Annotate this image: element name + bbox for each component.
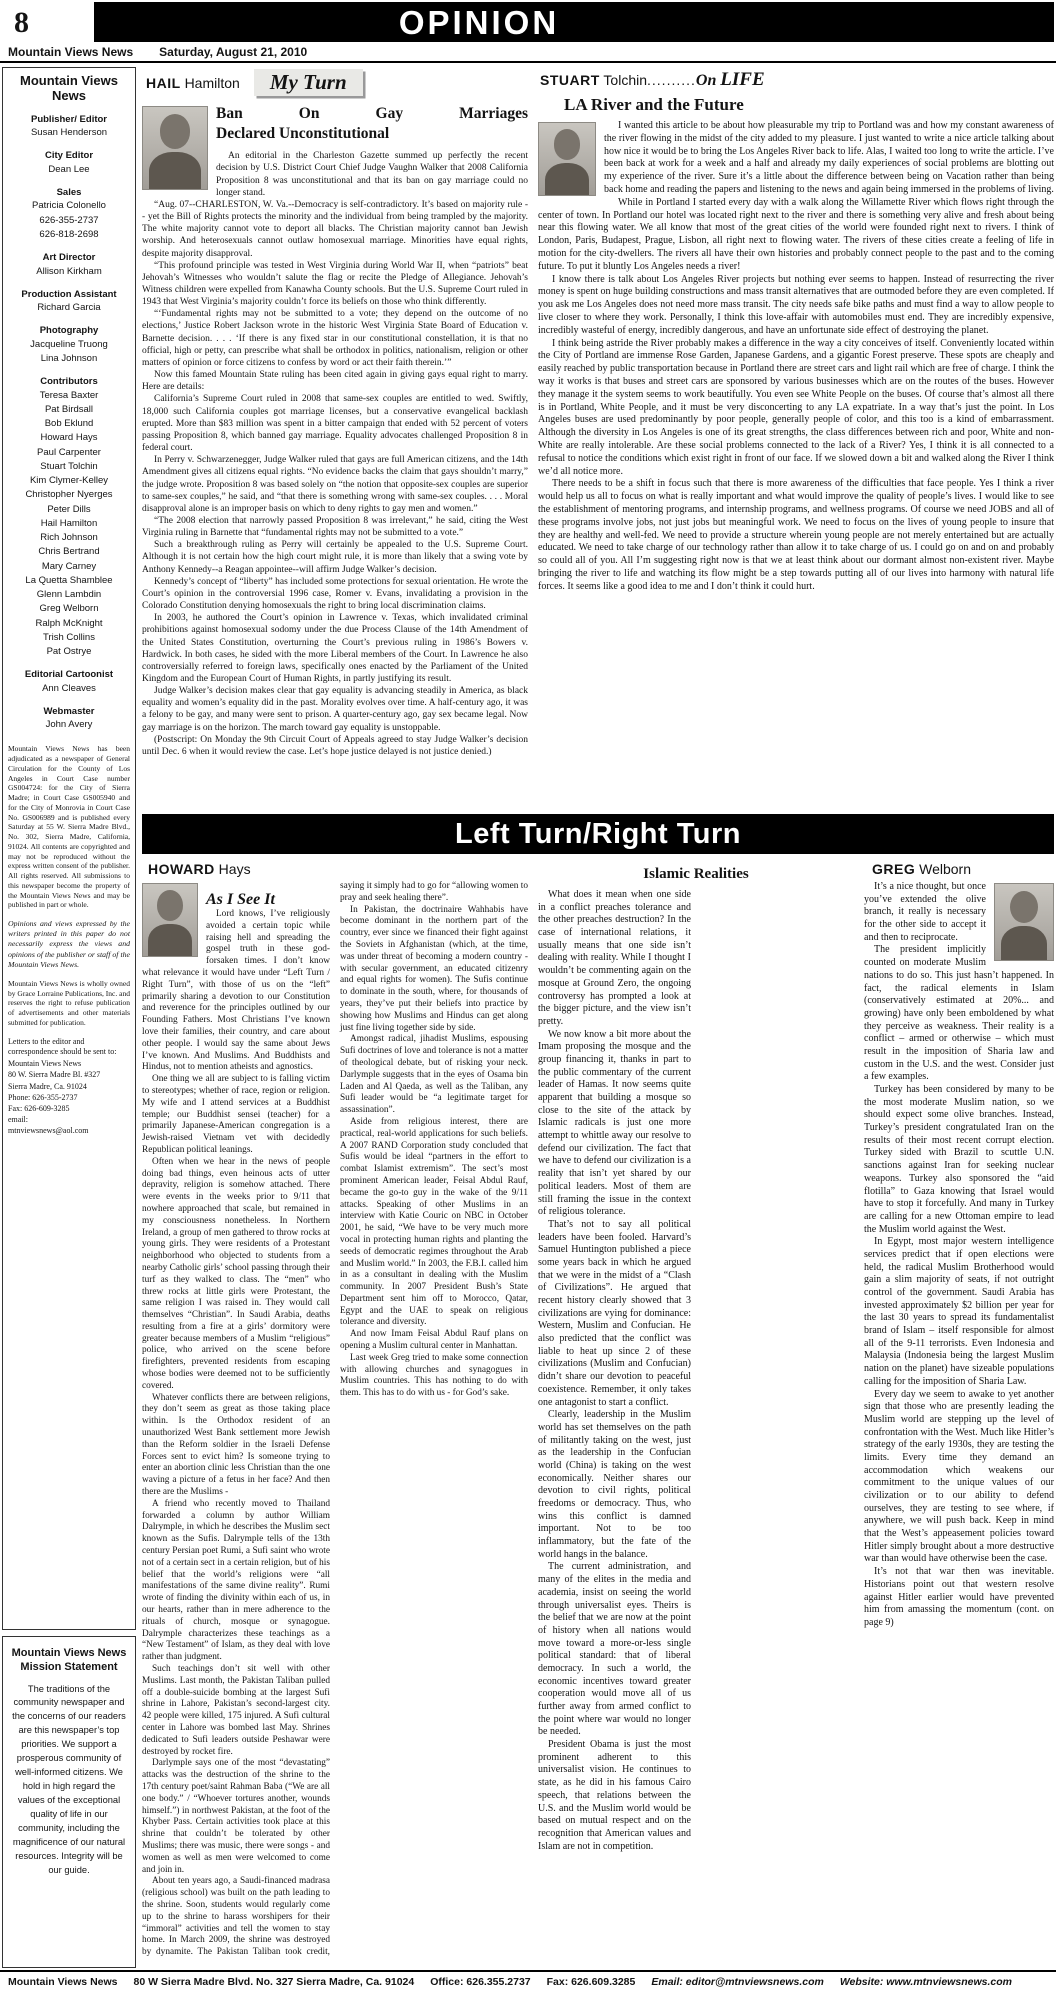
on-life-paragraph: I think being astride the River probably makes a difference in the way a city conceives of itself. Conveniently located within the City of Portland are immense Rose Garden, Japanese Gardens, and a gigantic Forest preserve. These spots are cheaply and easily reached by public transportation because in Portland there are street cars and light rail which are free of charge. I think the way it works is that buses and street cars are sponsored by various businesses which are on the routes of the buses. However they manage it the system seems to work beautifully. You even see White People on the buses. Of course that’s almost all there is in Portland, White People, and it must be very disconcerting to any LA expatriate. In a way that’s just the point. In Los Angeles buses are used predominantly by poor people, generally people of color, and this too is a kind of embarrassment. Although the diversity in Los Angeles is one of its great strengths, the class differences between rich and poor, White and non-White are really intolerable. Are these social problems connected to the lack of a River? Yes, I think it is all connected to a refusal to notice the conditions which exist right in front of our face. If we slowed down a bit and walked along the River I think we’d all notice more. <box>538 337 1054 477</box>
islamic-realities-article <box>538 889 854 1968</box>
byline-first: GREG <box>872 861 916 877</box>
islamic-realities-heading: Islamic Realities <box>643 866 749 882</box>
headline-line-1: Ban On Gay Marriages <box>216 105 528 122</box>
main-columns <box>142 67 1054 1968</box>
letters-intro: Letters to the editor and correspondence should be sent to: <box>8 1036 117 1057</box>
islamic-realities-paragraph: What does it mean when one side in a conflict preaches tolerance and the other preaches destruction? In the case of international relations, it usually means that one side isn’t dealing with reality. While I thought I wouldn’t be commenting again on the mosque at Ground Zero, the ongoing controversy has prompted a look at the bigger picture, and the view isn’t pretty. <box>538 889 691 1027</box>
greg-welborn-paragraph: The president implicitly counted on moderate Muslim nations to do so. This just hasn’t happened. In fact, the radical elements in Islam (conservatively estimated at 20%... and growing) have only been emboldened by what they perceive as weakness. Their reality is a conflict – armed or otherwise – which must result in the imposition of Sharia law and custom in the U.S. and the west. Consider just a few examples. <box>864 944 1054 1083</box>
howard-hays-byline <box>142 858 528 881</box>
masthead-name: Teresa Baxter <box>39 389 99 401</box>
masthead-name: John Avery <box>45 719 93 731</box>
masthead-name: Mary Carney <box>41 560 97 572</box>
column-islamic-realities <box>538 858 854 1968</box>
on-life-headline: LA River and the Future <box>564 95 744 114</box>
masthead-name: Stuart Tolchin <box>40 460 98 472</box>
my-turn-paragraph: In 2003, he authored the Court’s opinion in Lawrence v. Texas, which invalidated criminal prohibitions against homosexual sodomy under the due Process Clause of the 14th Amendment of the United States Constitution, overturning the Court’s previous ruling in 1986’s Bowers v. Hardwick. In both cases, he sided with the more Liberal members of the Court. In Lawrence he also controversially referred to foreign laws, specifically ones enacted by the Parliament of the United Kingdom and the European Court of Human Rights, in partly justifying its result. <box>142 613 528 684</box>
my-turn-header <box>142 67 528 102</box>
islamic-realities-paragraph: The current administration, and many of the elites in the media and academia, insist on seeing the world through universalist eyes. Theirs is the belief that we are now at the point of history when all nations would move toward a more-or-less single political standard: that of liberal democracy. In such a world, the economic incentives toward greater cooperation would move all of us further away from armed conflict to the point where war would no longer be needed. <box>538 1561 691 1738</box>
masthead-name: Richard Garcia <box>37 302 101 314</box>
masthead-name: Ann Cleaves <box>42 682 96 694</box>
my-turn-paragraph: Now this famed Mountain State ruling has been cited again in giving gays equal right to marry. Here are details: <box>142 370 528 393</box>
islamic-realities-paragraph: That’s not to say all political leaders have been fooled. Harvard’s Samuel Huntington published a piece some years back in which he argued that we were in the midst of a “Clash of Civilizations”. He argued that recent history clearly showed that 3 civilizations are vying for dominance: Western, Muslim and Confucian. He also predicted that the conflict was liable to heat up since 2 of these civilizations (Muslim and Confucian) didn’t share our devotion to peaceful coexistence. Remember, it only takes one antagonist to start a conflict. <box>538 1218 691 1408</box>
adjudication-notice: Mountain Views News has been adjudicated as a newspaper of General Circulation for the County of Los Angeles in Court Case number GS004724: for the City of Sierra Madre; in Court Case GS005940 and for the City of Monrovia in Court Case No. GS006989 and is published every Saturday at 55 W. Sierra Madre Blvd., No. 302, Sierra Madre, California, 91024. All contents are copyrighted and may not be reproduced without the express written consent of the publisher. All rights reserved. All submissions to this newspaper become the property of the Mountain Views News and may be published in part or whole. <box>8 744 130 910</box>
dateline <box>0 42 1056 63</box>
column-on-life <box>538 67 1054 809</box>
letters-to-editor <box>8 1037 130 1137</box>
footer-website: Website: www.mtnviewsnews.com <box>839 1976 1012 1988</box>
masthead-sidebar <box>2 67 136 1968</box>
masthead-name: Paul Carpenter <box>37 446 101 458</box>
greg-welborn-byline <box>864 858 1054 881</box>
banner-title: Left Turn/Right Turn <box>455 817 741 850</box>
stuart-tolchin-byline <box>540 72 647 88</box>
masthead-name: Allison Kirkham <box>36 265 102 277</box>
masthead-name: Susan Henderson <box>30 127 108 139</box>
my-turn-paragraph: “Aug. 07--CHARLESTON, W. Va.--Democracy is self-contradictory. It’s based on majority rule -- yet the Bill of Rights protects the minority and the individual from being trampled by the majority. The white majority cannot vote to deport all blacks. The Christian majority cannot ban Jewish worship. And heterosexuals cannot outlaw homosexual marriage. Minorities have equal rights, despite majority disapproval. <box>142 199 528 259</box>
masthead-label: Editorial Cartoonist <box>24 669 114 681</box>
my-turn-paragraph: In Perry v. Schwarzenegger, Judge Walker ruled that gays are full American citizens, and the 14th Amendment gives all citizens equal rights. “No evidence backs the claim that gays shouldn’t marry,” the judge wrote. Proposition 8 was based solely on “the notion that opposite-sex couples are superior to same-sex couples,” he said, and “that there is something wrong with same-sex couples. . . . Moral disapproval alone is an improper basis on which to deny rights to gay men and women.” <box>142 455 528 514</box>
stuart-tolchin-photo <box>538 122 596 196</box>
letters-address-line: Sierra Madre, Ca. 91024 <box>8 1081 87 1091</box>
greg-welborn-article <box>864 881 1054 1968</box>
as-i-see-it-paragraph: Whatever conflicts there are between religions, they don’t seem as great as those taking place within. Is the Orthodox resident of an unauthorized West Bank settlement more Jewish than the Reform soldier in the Israeli Defense Forces sent to evict him? Is someone trying to enter an abortion clinic less Christian than the one waving a picture of a fetus in her face? And then there are the Muslims - <box>142 1392 330 1498</box>
masthead-label: Publisher/ Editor <box>30 113 107 125</box>
as-i-see-it-paragraph: Darlymple says one of the most “devastating” attacks was the destruction of the shrine to the 17th century poet/saint Rahman Baba (“We are all one body.” / “Whoever tortures another, wounds himself.”) in northwest Pakistan, at the foot of the Khyber Pass. Certain activities took place at this shrine that couldn’t be tolerated by other Muslims; there was music, there were songs - and women as well as men were welcomed to come and join in. <box>142 1758 330 1875</box>
islamic-realities-paragraph: President Obama is just the most prominent adherent to this universalist vision. He continues to state, as he did in his famous Cairo speech, that relations between the U.S. and the Muslim world would be based on mutual respect and on the recognition that American values and Islam are not in competition. <box>538 1739 691 1852</box>
as-i-see-it-header <box>142 881 330 909</box>
on-life-paragraph: There needs to be a shift in focus such that there is more awareness of the difficulties that face people. Yes I think a river would help us all to focus on what is really important and what would improve the quality of people’s lives. I would like to see the establishment of mentoring programs, and internship programs, and wellness programs. Of course we need JOBS and all of these programs involve jobs, not just jobs but meaningful work. We need to focus on the lives of young people to insure that they are healthy and well-fed. We need to provide a structure wherein young people are not merely entertained but are actually educated. We need to take charge of our technology rather than allow it to take charge of us. I could go on and on and probably so could all of you. All I’m suggesting right now is that we at least think about our dormant almost non-existent river. Maybe bringing the river to life and watching its flow might be a step towards putting all of our lives into harmony with natural life forces. It seems like a good idea to me and I don’t think it could hurt. <box>538 478 1054 592</box>
masthead-section-cartoonist <box>8 669 130 696</box>
masthead-section-sales <box>8 187 130 242</box>
byline-last: Hays <box>218 861 251 877</box>
my-turn-paragraph: “‘Fundamental rights may not be submitted to a vote; they depend on the outcome of no elections,’ Justice Robert Jackson wrote in the historic West Virginia State Board of Education v. Barnette decision. . . . ‘If there is any fixed star in our constitutional constellation, it is that no official, high or petty, can prescribe what shall be orthodox in politics, nationalism, religion or other matters of opinion or force citizens to confess by word or act their faith therein.’” <box>142 309 528 368</box>
on-life-paragraph: While in Portland I started every day with a walk along the Willamette River which flows right through the center of town. In Portland our hotel was located right next to the river and there is something very alive and fresh about being near this flowing water. We all know that most of the great cities of the world were founded right next to rivers. I think of London, Paris, Budapest, Prague, Lisbon, all right next to flowing water. The rivers of these cities create a feeling of life in motion for the city-dwellers. The rivers all have their own histories and probably connect people to the past and to the coming future. To put it bluntly Los Angeles needs a river! <box>538 196 1054 272</box>
column-greg-welborn <box>864 858 1054 1968</box>
footer-paper-name: Mountain Views News <box>8 1976 118 1988</box>
byline-last: Hamilton <box>184 74 240 91</box>
masthead-title: Mountain Views News <box>20 73 118 103</box>
top-opinion-row <box>142 67 1054 809</box>
as-i-see-it-paragraph: A friend who recently moved to Thailand forwarded a column by author William Dalrymple, in which he describes the Muslim sect known as the Sufis. Dalrymple tells of the 13th century Persian poet Rumi, a Sufi saint who wrote not of a certain sect in a certain religion, but of his belief that the world’s religions were “all manifestations of the same divine reality”. Rumi wrote of finding the divinity within each of us, in our hearts, rather than in mere adherence to the rituals of church, mosque or synagogue. Dalrymple characterizes these teachings as a “New Testament” of Islam, as they deal with love rather than judgment. <box>142 1498 330 1663</box>
masthead-name: Hail Hamilton <box>40 517 98 529</box>
ownership-notice: Mountain Views News is wholly owned by Grace Lorraine Publications, Inc. and reserves the right to refuse publication of advertisements and other materials submitted for publication. <box>8 978 130 1027</box>
masthead-name: Howard Hays <box>40 432 98 444</box>
byline-first: HAIL <box>146 74 181 91</box>
masthead-label: Contributors <box>40 376 98 388</box>
masthead-name: Kim Clymer-Kelley <box>29 475 109 487</box>
my-turn-paragraph: (Postscript: On Monday the 9th Circuit Court of Appeals agreed to stay Judge Walker’s decision until Dec. 6 when it would review the case. Let’s hope justice delayed is not justice denied.) <box>142 734 528 757</box>
page-content <box>0 63 1056 1970</box>
my-turn-paragraph: An editorial in the Charleston Gazette summed up perfectly the recent decision by U.S. District Court Chief Judge Vaughn Walker that 2008 California Proposition 8 was unconstitutional and that its ban on gay marriage could no longer stand. <box>216 151 528 198</box>
islamic-realities-paragraph: Clearly, leadership in the Muslim world has set themselves on the path of militantly taking on the west, just as the leadership in the Confucian world (China) is taking on the west economically. Neither shares our devotion to civil rights, political freedoms or democracy. Thus, who wins this conflict is damned important. Not to be too inflammatory, but the fate of the world hangs in the balance. <box>538 1409 691 1560</box>
masthead-name: 626-818-2698 <box>39 228 99 240</box>
masthead-name: 626-355-2737 <box>39 214 99 226</box>
page-number: 8 <box>14 6 29 39</box>
as-i-see-it-paragraph: Last week Greg tried to make some connection with allowing churches and synagogues in Muslim countries. This has nothing to do with them. This has to do with us - for God’s sake. <box>340 1352 528 1399</box>
column-as-i-see-it <box>142 858 528 1968</box>
masthead-name: La Quetta Shamblee <box>25 574 113 586</box>
masthead-box <box>2 67 136 1630</box>
on-life-paragraph: I wanted this article to be about how pleasurable my trip to Portland was and how my constant awareness of the river flowing in the midst of the city added to my pleasure. I just wanted to write a nice article talking about how nice it would be to bring the Los Angeles River back to life. Alas, I waited too long to write the article. I’ve been back at work for a week and a half and already my daily experiences of social problems are blotting out my experience of the river. Sure it’s a little about the difference between being on Vacation rather than being back home and reading the papers and listening to the news and again being immersed in the problems of living. <box>604 120 1054 195</box>
masthead-section-city-editor <box>8 150 130 177</box>
my-turn-paragraph: Kennedy’s concept of “liberty” has included some protections for sexual orientation. He wrote the Court’s opinion in the controversial 1996 case, Romer v. Evans, invalidating a provision in the Colorado Constitution denying homosexuals the right to bring local discrimination claims. <box>142 576 528 612</box>
as-i-see-it-paragraph: One thing we all are subject to is falling victim to stereotypes; whether of race, region or religion. My wife and I attend services at a Buddhist temple; our Buddhist sensei (teacher) for a primarily Japanese-American congregation is a Jewish-raised Vietnam vet with decidedly Republican political leanings. <box>142 1074 330 1155</box>
greg-welborn-photo <box>994 883 1054 961</box>
hail-hamilton-photo <box>142 106 208 190</box>
masthead-name: Chris Bertrand <box>38 546 100 558</box>
as-i-see-it-paragraph: About ten years ago, a Saudi-financed madrasa (religious school) was built on the path leading to the shrine. Soon, students would regularly come up to the shrine to harass worshipers for their “immoral” activities and tell the women to stay home. In March 2009, the shrine was destroyed by dynamite. The Pakistan Taliban took credit, saying it simply had to go for “allowing women to pray and seek healing there”. <box>142 881 528 1958</box>
masthead-name: Pat Ostrye <box>46 646 92 658</box>
footer-email: Email: editor@mtnviewsnews.com <box>651 1976 824 1988</box>
letters-address-line: Fax: 626-609-3285 <box>8 1103 70 1113</box>
column-my-turn <box>142 67 528 809</box>
as-i-see-it-paragraph: Lord knows, I’ve religiously avoided a certain topic while raising hell and spreading the gospel truth in these god-forsaken times. I don’t know what relevance it would have under “Left Turn / Right Turn”, with those of us on the “left” primarily sharing a devotion to our Constitution and reverence for the principles outlined by our Founding Fathers. Most Christians I’ve known love their families, their country, and care about other people. I would say the same about Jews I’ve known. And Muslims. And Buddhists and Hindus, not to mention atheists and agnostics. <box>142 909 330 1073</box>
masthead-label: Art Director <box>42 252 96 264</box>
opinions-disclaimer: Opinions and views expressed by the writers printed in this paper do not necessarily express the views and opinions of the publisher or staff of the Mountain Views News. <box>8 919 130 969</box>
masthead-name: Rich Johnson <box>40 532 98 544</box>
masthead-section-production <box>8 289 130 316</box>
section-bar <box>94 2 1054 42</box>
byline-last: Welborn <box>919 861 972 877</box>
my-turn-paragraph: Judge Walker’s decision makes clear that gay equality is advancing steadily in America, as black equality and women’s equality did in the past. Morality evolves over time. A half-century ago, it was a felony to be gay, and many were sent to prison. A quarter-century ago, gay sex became legal. Now gay marriage is on the horizon. The march toward gay equality is unstoppable. <box>142 686 528 733</box>
masthead-name: Patricia Colonello <box>32 200 106 212</box>
letters-address-line: mtnviewsnews@aol.com <box>8 1126 89 1136</box>
masthead-name: Trish Collins <box>43 631 95 643</box>
letters-address-line: Mountain Views News <box>8 1059 82 1069</box>
my-turn-article <box>142 104 528 758</box>
masthead-name: Peter Dills <box>47 503 91 515</box>
as-i-see-it-paragraph: In Pakistan, the doctrinaire Wahhabis have become dominant in the northern part of the country, ever since we financed their fight against the Soviets in Afghanistan (which, at the time, was under threat of becoming a modern country - with secular government, an educated citizenry and equal rights for women). The Sufis continue to dominate in the south, where, for thousands of years, they’ve put their beliefs into practice by showing how Muslims and Hindus can get along just fine living together side by side. <box>340 904 528 1033</box>
masthead-label: Webmaster <box>43 705 95 717</box>
my-turn-paragraph: Such a breakthrough ruling as Perry will certainly be appealed to the U.S. Supreme Court. Although it is not certain how the high court might rule, it is more than likely that a swing vote by Anthony Kennedy--a Reagan appointee--will affirm Judge Walker’s decision. <box>142 540 528 575</box>
masthead-name: Greg Welborn <box>39 603 99 615</box>
paper-name: Mountain Views News <box>8 45 134 59</box>
masthead-name: Christopher Nyerges <box>25 489 113 501</box>
as-i-see-it-paragraph: And now Imam Feisal Abdul Rauf plans on opening a Muslim cultural center in Manhattan. <box>340 1329 528 1352</box>
mission-title: Mountain Views News <box>11 1647 127 1659</box>
as-i-see-it-paragraph: Such teachings don’t sit well with other Muslims. Last month, the Pakistan Taliban pulled off a double-suicide bombing at the largest Sufi shrine in Lahore, Pakistan’s second-largest city. 42 people were killed, 175 injured. A Sufi cultural center in Lahore was bombed last May. Shrines dedicated to Sufi leaders outside Peshawar were destroyed by rocket fire. <box>142 1664 330 1757</box>
mission-statement-box <box>2 1636 136 1968</box>
masthead-label: Production Assistant <box>21 288 117 300</box>
masthead-name: Dean Lee <box>48 163 90 175</box>
byline-first: STUART <box>540 72 600 88</box>
my-turn-title: My Turn <box>254 69 363 96</box>
masthead-section-contributors <box>8 376 130 659</box>
my-turn-paragraph: California’s Supreme Court ruled in 2008 that same-sex couples are entitled to wed. Swiftly, 18,000 such California couples got marriage licenses, but a conservative evangelical backlash erupted. More than $83 million was spent in a bitter campaign that ended with 52 percent of voters passing Proposition 8, which banned gay marriage. Equality advocates challenged Proposition 8 in federal court. <box>142 394 528 454</box>
masthead-section-webmaster <box>8 706 130 733</box>
on-life-title-on: On <box>695 72 717 89</box>
masthead-name: Lina Johnson <box>40 352 98 364</box>
section-title: OPINION <box>398 3 560 41</box>
mission-text: The traditions of the community newspaper and the concerns of our readers are this newspaper’s top priorities. We support a prosperous community of well-informed citizens. We hold in high regard the values of the exceptional quality of life in our community, including the magnificence of our natural resources. Integrity will be our guide. <box>12 1683 126 1875</box>
masthead-label: Sales <box>56 187 82 199</box>
letters-address-line: 80 W. Sierra Madre Bl. #327 <box>8 1070 101 1080</box>
masthead-section-publisher <box>8 114 130 141</box>
greg-welborn-paragraph: Turkey has been considered by many to be the most moderate Muslim nation, so we should expect some olive branches. Instead, Turkey’s president congratulated Iran on the results of their most recent corrupt election. Turkey sided with Brazil to scuttle U.N. sanctions against Iran for seeking nuclear weapons. Turkey also sponsored the “aid flotilla” to Gaza knowing that Israel would have to stop it forcefully. And many in Turkey are calling for a new Ottoman empire to lead the Muslim world against the West. <box>864 1084 1054 1235</box>
page-footer <box>0 1970 1056 1991</box>
footer-address: 80 W Sierra Madre Blvd. No. 327 Sierra Madre, Ca. 91024 <box>133 1976 415 1988</box>
footer-fax: Fax: 626.609.3285 <box>546 1976 636 1988</box>
mission-subtitle: Mission Statement <box>20 1660 118 1673</box>
hail-hamilton-byline <box>146 75 240 91</box>
masthead-name: Pat Birdsall <box>44 403 94 415</box>
greg-welborn-paragraph: Every day we seem to awake to yet another sign that those who are presently leading the Muslim world are stepping up the level of confrontation with the West. Much like Hitler’s strategy of the early 1930s, they are testing the limits. Every time they demand an accommodation which weakens our commitment to the unique values of our civilization or to our ability to defend ourselves, they are testing to see where, if anywhere, we will push back. Keep in mind that the West’s appeasement policies toward Hitler simply brought about a more destructive war than would have otherwise been the case. <box>864 1388 1054 1565</box>
headline-line-2: Declared Unconstitutional <box>216 125 390 143</box>
greg-welborn-paragraph: In Egypt, most major western intelligence services predict that if open elections were held, the radical Muslim Brotherhood would gain a slim majority of seats, if not outright control of the government. Saudi Arabia has invested approximately $2 billion per year for the last 30 years to spread its fundamentalist brand of Islam – itself responsible for almost all of the 9-11 terrorists. Even Indonesia and Malaysia (Indonesia being the largest Muslim nation on the planet) have sizeable populations calling for the imposition of Sharia Law. <box>864 1236 1054 1387</box>
on-life-article <box>538 95 1054 593</box>
footer-office-phone: Office: 626.355.2737 <box>430 1976 531 1988</box>
masthead-name: Bob Eklund <box>44 418 94 430</box>
on-life-paragraph: I know there is talk about Los Angeles River projects but nothing ever seems to happen. Instead of resurrecting the river money is spent on huge building constructions and mass transit alternatives that are outmoded before they are even completed. If you ask me Los Angeles does not need more mass transit. The city needs safe bike paths and must find a way to allow people to live closer to where they work. Personally, I think this love-affair with automobiles must end. They are incredibly expensive, incredibly wasteful of energy, incredibly dangerous, and have an unfortunate side effect of destroying the planet. <box>538 273 1054 336</box>
byline-first: HOWARD <box>148 861 215 877</box>
my-turn-paragraph: “The 2008 election that narrowly passed Proposition 8 was irrelevant,” he said, citing the West Virginia ruling in Barnette that “fundamental rights may not be submitted to a vote.” <box>142 515 528 539</box>
as-i-see-it-title: As I See It <box>206 891 275 908</box>
byline-last: Tolchin <box>603 72 648 88</box>
issue-date: Saturday, August 21, 2010 <box>159 45 308 59</box>
masthead-name: Glenn Lambdin <box>36 589 102 601</box>
on-life-title-life: LIFE <box>720 69 765 90</box>
howard-hays-photo <box>142 883 198 957</box>
as-i-see-it-paragraph: Amongst radical, jihadist Muslims, espousing Sufi doctrines of love and tolerance is not a matter of theological debate, but of risking your neck. Darlymple suggests that in the eyes of Osama bin Laden and Al Qaeda, as well as the Taliban, any Sufi leader would be “a legitimate target for assassination”. <box>340 1034 528 1116</box>
masthead-label: Photography <box>39 325 99 337</box>
masthead-name: Jacqueline Truong <box>30 338 108 350</box>
masthead-section-art-director <box>8 252 130 279</box>
letters-address-line: email: <box>8 1115 28 1125</box>
bottom-opinion-row <box>142 858 1054 1968</box>
masthead-section-photography <box>8 325 130 366</box>
letters-address-line: Phone: 626-355-2737 <box>8 1092 78 1102</box>
greg-welborn-paragraph: It’s a nice thought, but once you’ve extended the olive branch, it really is necessary for the other side to accept it and then to reciprocate. <box>864 881 986 943</box>
left-turn-right-turn-banner <box>142 814 1054 854</box>
page-header <box>0 0 1056 42</box>
as-i-see-it-paragraph: Aside from religious interest, there are practical, real-world applications for such beliefs. A 2007 RAND Corporation study concluded that Sufis would be ideal “partners in the effort to combat Islamist extremism”. The sect’s most prominent American leader, Feisal Abdul Rauf, became the go-to guy in the wake of the 9/11 attacks. Speaking of other Muslims in an interview with Katie Couric on NBC in October 2001, he said, “We have to be very much more vocal in protecting human rights and planting the seeds of democratic regimes throughout the Arab and Muslim world.” In 2003, the F.B.I. called him in as a consultant in dealing with the Muslim community. In 2007 President Bush’s State Department sent him off to Morocco, Qatar, Egypt and the UAE to speak on religious tolerance and diversity. <box>340 1116 528 1328</box>
dots-separator: .......... <box>647 72 696 88</box>
my-turn-paragraph: “This profound principle was tested in West Virginia during World War II, when “patriots” beat Jehovah’s Witnesses who wouldn’t salute the flag or recite the Pledge of Allegiance. Jehovah’s Witness children were expelled from Kanawha County schools. But the U.S. Supreme Court ruled in 1943 that West Virginia’s majority couldn’t force its beliefs on those who think differently. <box>142 260 528 308</box>
on-life-header <box>538 67 1054 94</box>
as-i-see-it-paragraph: Often when we hear in the news of people doing bad things, even heinous acts of utter depravity, religion is somehow attached. There were events in the weeks prior to 9/11 that nowhere approached that scale, but remained in my consciousness nonetheless. In Northern Ireland, a group of men gathered to throw rocks at young girls. They were residents of a Protestant neighborhood who objected to students from a nearby Catholic girls’ school passing through their turf as they walked to class. The “men” who threw rocks at little girls were Protestant, the same religion I was raised in. They would call themselves “Christian”. In Saudi Arabia, deaths resulting from a fire at a girls’ dormitory were greater because members of a Muslim “religious” police, who arrived on the scene before firefighters, prevented residents from escaping whose bodies were deemed not to be sufficiently covered. <box>142 1156 330 1391</box>
masthead-name: Ralph McKnight <box>35 617 103 629</box>
islamic-realities-paragraph: We now know a bit more about the Imam proposing the mosque and the group financing it, thanks in part to the public commentary of the current leader of Hamas. It now seems quite apparent that building a mosque so close to the site of the attack by Islamic radicals is just one more attempt to whittle away our resolve to defend our civilization. The fact that we have to defend our civilization is a reality that isn’t yet shared by our political leaders. Most of them are still framing the issue in the context of religious tolerance. <box>538 1028 691 1218</box>
masthead-label: City Editor <box>44 150 94 162</box>
as-i-see-it-article <box>142 881 528 1968</box>
greg-welborn-paragraph: It’s not that war then was inevitable. Historians point out that western resolve against Hitler earlier would have prevented him from amassing the momentum (cont. on page 9) <box>864 1566 1054 1628</box>
